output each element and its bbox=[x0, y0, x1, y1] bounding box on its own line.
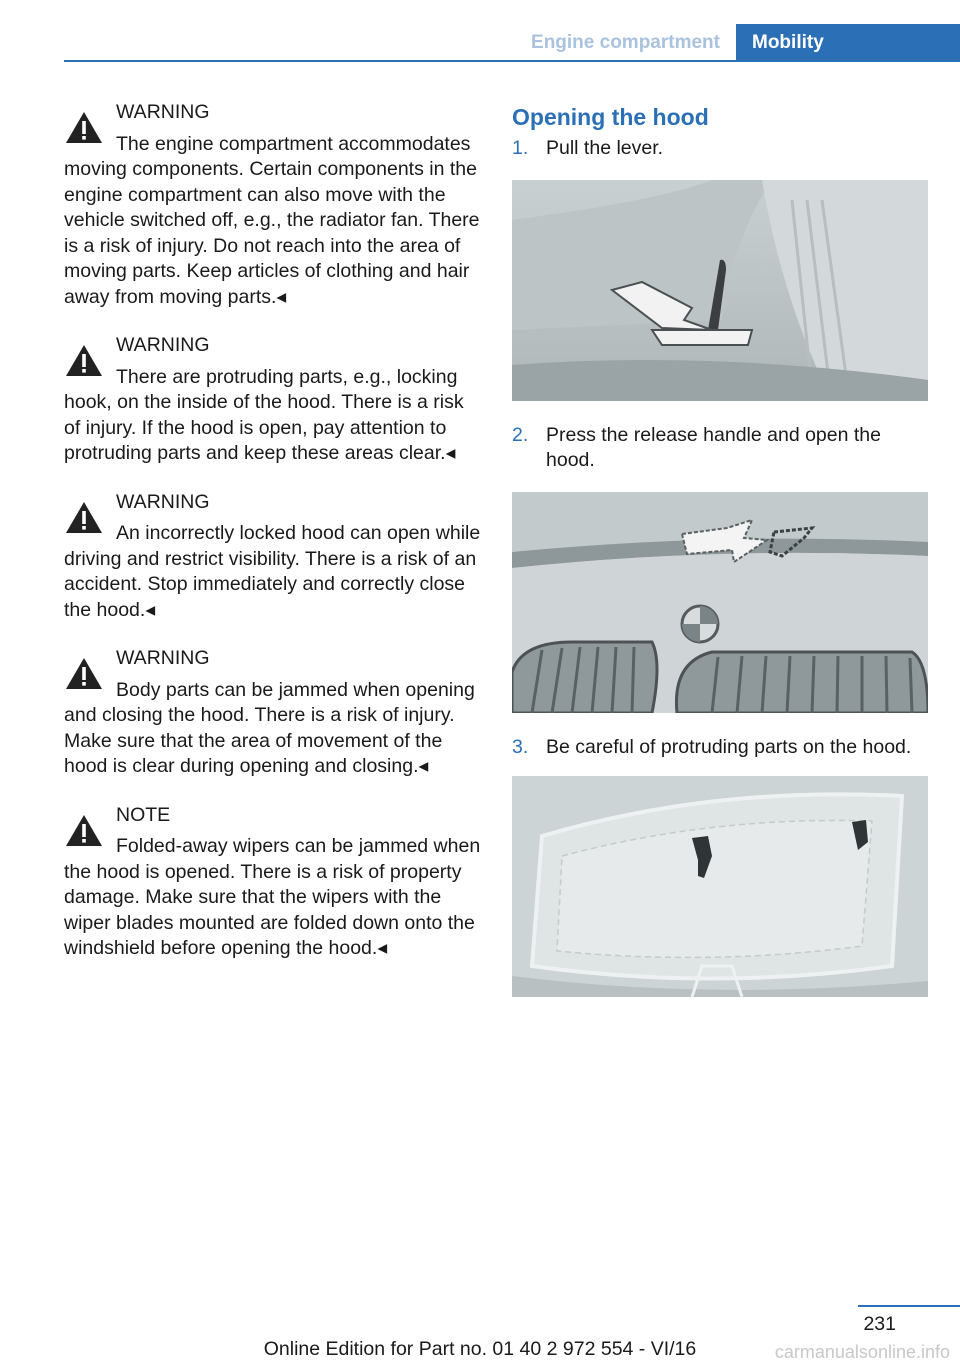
step-item bbox=[512, 423, 928, 474]
release-handle-illustration bbox=[512, 492, 928, 713]
page-number: 231 bbox=[863, 1313, 896, 1335]
notice-kind: WARNING bbox=[116, 490, 210, 513]
notice-text: An incorrectly locked hood can open while driving and restrict visibility. There is a risk of an accident. Stop immediately and correctly close the hood.◂ bbox=[64, 522, 481, 621]
step-number: 1. bbox=[512, 137, 529, 159]
step-item bbox=[512, 735, 928, 761]
page-header bbox=[64, 24, 960, 62]
notice-text: Body parts can be jammed when opening and closing the hood. There is a risk of injury. Make sure that the area of movement of the hood is clear during opening and closing.◂ bbox=[64, 678, 475, 777]
header-chapter-tab: Mobility bbox=[736, 24, 960, 62]
hood-lever-illustration bbox=[512, 180, 928, 401]
warning-notice bbox=[64, 490, 484, 624]
note-notice bbox=[64, 803, 484, 962]
step-item bbox=[512, 136, 928, 162]
notice-kind: WARNING bbox=[116, 334, 210, 356]
warning-notice bbox=[64, 100, 484, 310]
header-section-title: Engine compartment bbox=[531, 32, 720, 53]
footer-rule bbox=[858, 1305, 960, 1307]
watermark: carmanualsonline.info bbox=[774, 1342, 950, 1362]
notice-kind: WARNING bbox=[116, 101, 210, 123]
notice-kind: NOTE bbox=[116, 803, 171, 826]
warning-notice bbox=[64, 646, 484, 780]
safety-notices bbox=[64, 100, 484, 985]
step-number: 3. bbox=[512, 735, 529, 758]
warning-triangle-icon bbox=[64, 656, 104, 691]
warning-triangle-icon bbox=[64, 343, 104, 378]
warning-triangle-icon bbox=[64, 110, 104, 145]
step-number: 2. bbox=[512, 423, 529, 446]
warning-triangle-icon bbox=[64, 813, 104, 848]
step-text: Press the release handle and open the hood. bbox=[546, 423, 881, 471]
step-text: Pull the lever. bbox=[546, 137, 664, 159]
warning-triangle-icon bbox=[64, 500, 104, 535]
hood-underside-illustration bbox=[512, 776, 928, 997]
header-rule bbox=[64, 60, 960, 62]
notice-text: The engine compartment accommodates moving components. Certain components in the engine compartment can also move with the vehicle switched off, e.g., the radiator fan. There is a risk of injury. Do not reach into the area of moving parts. Keep articles of clothing and hair away from moving parts.◂ bbox=[64, 132, 480, 308]
edition-footer: Online Edition for Part no. 01 40 2 972 554 - VI/16 bbox=[263, 1338, 697, 1360]
notice-text: There are protruding parts, e.g., locking hook, on the inside of the hood. There is a risk of injury. If the hood is open, pay attention to protruding parts and keep these areas clear.◂ bbox=[64, 365, 464, 464]
section-heading: Opening the hood bbox=[512, 104, 709, 130]
notice-text: Folded-away wipers can be jammed when the hood is opened. There is a risk of property damage. Make sure that the wipers with the wiper blades mounted are folded down onto the windshield before opening the hood.◂ bbox=[64, 835, 481, 959]
step-text: Be careful of protruding parts on the hood. bbox=[546, 735, 912, 758]
warning-notice bbox=[64, 333, 484, 467]
notice-kind: WARNING bbox=[116, 647, 210, 669]
opening-hood-procedure bbox=[512, 100, 928, 1019]
